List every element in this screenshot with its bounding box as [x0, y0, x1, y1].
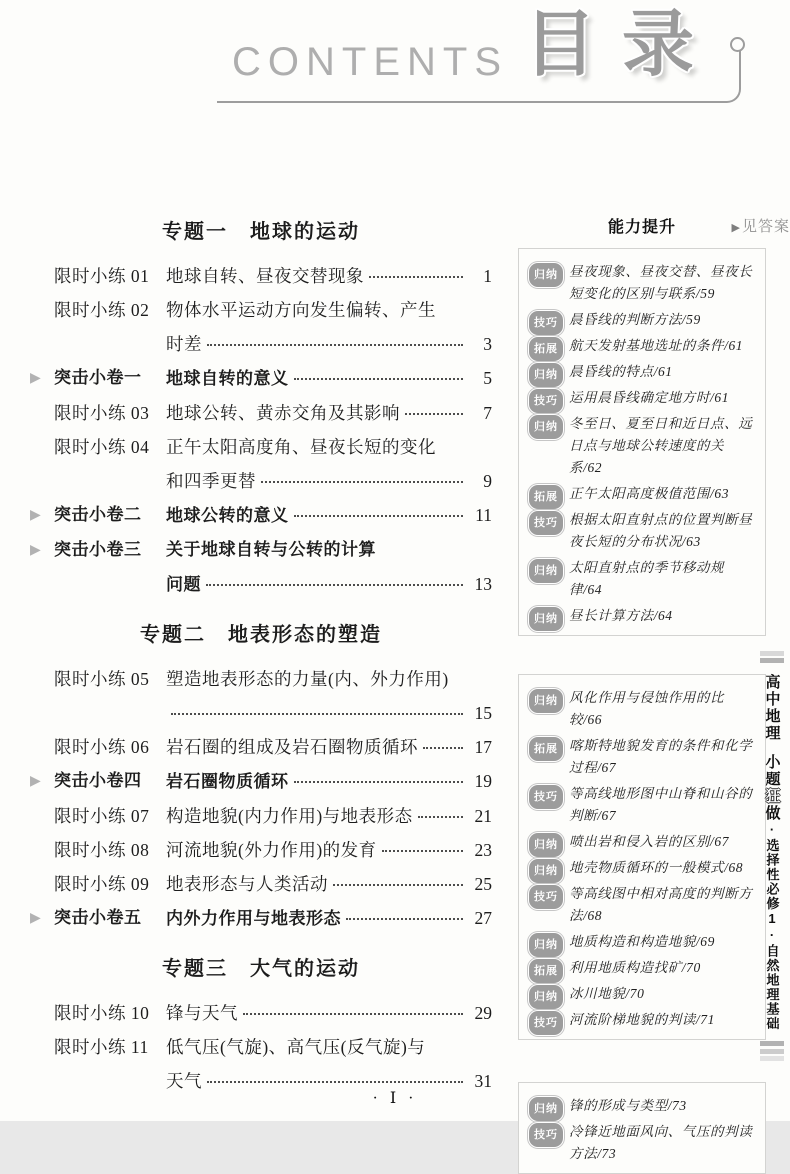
toc-item-label: 限时小练 04: [54, 436, 150, 457]
dot-leader: [243, 1011, 463, 1015]
toc-line: [166, 293, 492, 327]
tip-text: 等高线地形图中山脊和山谷的判断/67: [569, 786, 753, 823]
toc-item-lines: [166, 799, 492, 833]
spine-text: [762, 674, 783, 1031]
toc-line: [166, 430, 492, 464]
toc-line: [166, 662, 492, 696]
tip-text: 昼长计算方法/64: [569, 608, 673, 623]
toc-item-label: 突击小卷二: [54, 504, 142, 524]
tip-text: 航天发射基地选址的条件/61: [569, 338, 744, 353]
toc-page-number: 27: [474, 907, 492, 928]
tip-text: 晨昏线的特点/61: [569, 364, 673, 379]
dot-leader: [294, 376, 464, 380]
tip-text: 利用地质构造找矿/70: [569, 960, 701, 975]
spine-segment: ·选择性必修1·自然地理基础: [764, 821, 780, 1031]
toc-line: [166, 464, 492, 498]
tip-text: 冷锋近地面风向、气压的判读方法/73: [569, 1124, 753, 1161]
toc-item: [30, 662, 492, 730]
title-char-mu: 目: [524, 5, 597, 85]
toc-item-title: 天气: [166, 1070, 202, 1091]
tip-tag-badge: 拓展: [529, 485, 563, 509]
toc-item-label: 限时小练 09: [54, 873, 150, 894]
section-items: [30, 259, 492, 602]
tip-tag-badge: 拓展: [529, 959, 563, 983]
dot-leader: [369, 274, 463, 278]
toc-page-number: 31: [474, 1070, 492, 1091]
tip-tag-badge: 拓展: [529, 737, 563, 761]
tip-item: [529, 1009, 757, 1031]
tip-item: [529, 983, 757, 1005]
toc-item: [30, 799, 492, 833]
toc-line: [166, 361, 492, 396]
toc-line: [166, 567, 492, 602]
toc-item-lines: [166, 498, 492, 533]
toc-page-number: 15: [474, 702, 492, 723]
tip-tag-badge: 归纳: [529, 689, 563, 713]
dot-leader: [333, 882, 463, 886]
tip-item: [529, 957, 757, 979]
tip-tag-badge: 归纳: [529, 859, 563, 883]
toc-item-lines: [166, 662, 492, 730]
toc-item-label: 限时小练 07: [54, 805, 150, 826]
tip-text: 冬至日、夏至日和近日点、远日点与地球公转速度的关系/62: [569, 416, 753, 475]
spine-segment: 狂: [763, 787, 781, 805]
toc-section: [30, 954, 492, 1098]
tip-tag-badge: 技巧: [529, 885, 563, 909]
toc-item-title: 关于地球自转与公转的计算: [166, 539, 376, 559]
spine-bar: [760, 1049, 784, 1054]
toc-line: [166, 799, 492, 833]
spine-bar: [760, 658, 784, 663]
toc-item-title: 地球公转、黄赤交角及其影响: [166, 402, 400, 423]
toc-line: [166, 1030, 492, 1064]
dot-leader: [405, 411, 463, 415]
tip-item: [529, 387, 757, 409]
toc-item-label: 限时小练 03: [54, 402, 150, 423]
section-heading: 专题一 地球的运动: [162, 220, 360, 243]
dot-leader: [171, 711, 463, 715]
toc-line: [166, 901, 492, 936]
tip-item: [529, 1121, 757, 1165]
tip-text: 地壳物质循环的一般模式/68: [569, 860, 744, 875]
see-answers-text: 见答案: [741, 218, 790, 235]
tip-text: 晨昏线的判断方法/59: [569, 312, 701, 327]
tip-tag-badge: 技巧: [529, 1123, 563, 1147]
toc-item-lines: [166, 293, 492, 361]
toc-page-number: 29: [474, 1002, 492, 1023]
tips-box: [518, 248, 766, 636]
assault-arrow-icon: ▶: [30, 506, 41, 523]
toc-item: [30, 259, 492, 293]
contents-subtitle: CONTENTS: [232, 40, 508, 84]
spine-bar: [760, 1041, 784, 1046]
toc-item-lines: [166, 730, 492, 764]
tip-text: 喀斯特地貌发育的条件和化学过程/67: [569, 738, 753, 775]
tip-tag-badge: 归纳: [529, 559, 563, 583]
dot-leader: [207, 1079, 463, 1083]
tip-text: 等高线图中相对高度的判断方法/68: [569, 886, 753, 923]
toc-item-title: 地球自转、昼夜交替现象: [166, 265, 364, 286]
dot-leader: [418, 814, 463, 818]
tip-item: [529, 687, 757, 731]
toc-page-number: 25: [474, 873, 492, 894]
spine-segment: 小题: [763, 753, 781, 788]
dot-leader: [261, 479, 463, 483]
tip-text: 正午太阳高度极值范围/63: [569, 486, 730, 501]
tip-item: [529, 413, 757, 479]
toc-item-title: 塑造地表形态的力量(内、外力作用): [166, 668, 449, 689]
toc-line: [166, 730, 492, 764]
toc-item-title: 地表形态与人类活动: [166, 873, 328, 894]
spine-bar: [760, 1056, 784, 1061]
toc-line: [166, 327, 492, 361]
dot-leader: [382, 848, 463, 852]
tip-text: 喷出岩和侵入岩的区别/67: [569, 834, 730, 849]
toc-item-title: 内外力作用与地表形态: [166, 908, 341, 928]
toc-item-lines: [166, 867, 492, 901]
toc-item-lines: [166, 764, 492, 799]
tip-tag-badge: 技巧: [529, 511, 563, 535]
toc-item-title: 低气压(气旋)、高气压(反气旋)与: [166, 1036, 426, 1057]
header-rule-line: [217, 46, 741, 103]
tip-tag-badge: 归纳: [529, 1097, 563, 1121]
toc-item-title: 岩石圈的组成及岩石圈物质循环: [166, 736, 418, 757]
tip-text: 河流阶梯地貌的判读/71: [569, 1012, 715, 1027]
tip-text: 冰川地貌/70: [569, 986, 645, 1001]
toc-item: [30, 996, 492, 1030]
tip-item: [529, 931, 757, 953]
toc: [30, 200, 492, 1098]
assault-arrow-icon: ▶: [30, 909, 41, 926]
header-ring-icon: [730, 37, 745, 52]
section-items: [30, 996, 492, 1098]
toc-line: [166, 533, 492, 567]
toc-item-lines: [166, 533, 492, 602]
tip-tag-badge: 归纳: [529, 933, 563, 957]
toc-line: [166, 696, 492, 730]
toc-page-number: 11: [475, 504, 492, 525]
tip-item: [529, 831, 757, 853]
toc-line: [166, 764, 492, 799]
tip-item: [529, 883, 757, 927]
toc-item: [30, 361, 492, 396]
toc-item-title: 时差: [166, 333, 202, 354]
toc-item-label: 突击小卷四: [54, 770, 142, 790]
toc-page-number: 3: [483, 333, 492, 354]
toc-item-lines: [166, 833, 492, 867]
toc-item-title: 河流地貌(外力作用)的发育: [166, 839, 377, 860]
tip-tag-badge: 拓展: [529, 337, 563, 361]
toc-item: [30, 764, 492, 799]
tips-header: [518, 214, 790, 238]
tip-tag-badge: 归纳: [529, 833, 563, 857]
section-heading: 专题二 地表形态的塑造: [140, 623, 382, 646]
spine-segment: 做: [763, 804, 781, 822]
tip-tag-badge: 技巧: [529, 1011, 563, 1035]
toc-line: [166, 259, 492, 293]
see-answers-label: [732, 215, 790, 236]
tip-item: [529, 857, 757, 879]
toc-item: [30, 430, 492, 498]
assault-arrow-icon: ▶: [30, 772, 41, 789]
tip-text: 昼夜现象、昼夜交替、昼夜长短变化的区别与联系/59: [569, 264, 753, 301]
tip-text: 地质构造和构造地貌/69: [569, 934, 715, 949]
tip-item: [529, 261, 757, 305]
toc-line: [166, 833, 492, 867]
toc-item: [30, 396, 492, 430]
tip-tag-badge: 归纳: [529, 607, 563, 631]
toc-item-lines: [166, 996, 492, 1030]
page-folio: · Ⅰ ·: [372, 1090, 418, 1107]
toc-item-title: 构造地貌(内力作用)与地表形态: [166, 805, 413, 826]
tip-text: 锋的形成与类型/73: [569, 1098, 687, 1113]
toc-item-label: 限时小练 11: [54, 1036, 149, 1057]
title-char-lu: 录: [622, 5, 695, 85]
tip-tag-badge: 归纳: [529, 415, 563, 439]
toc-item-title: 问题: [166, 574, 201, 594]
tips-title: 能力提升: [607, 219, 676, 236]
toc-item-title: 正午太阳高度角、昼夜长短的变化: [166, 436, 436, 457]
toc-item: [30, 730, 492, 764]
toc-item-label: 突击小卷一: [54, 367, 142, 387]
toc-page-number: 7: [483, 402, 492, 423]
tip-item: [529, 735, 757, 779]
toc-item-title: 地球公转的意义: [166, 505, 289, 525]
spine: [756, 648, 788, 1064]
tip-text: 运用晨昏线确定地方时/61: [569, 390, 730, 405]
spine-bar: [760, 651, 784, 656]
toc-section: [30, 217, 492, 602]
toc-item-lines: [166, 259, 492, 293]
toc-item-label: 突击小卷三: [54, 539, 142, 559]
toc-page-number: 19: [474, 770, 492, 791]
dot-leader: [294, 779, 464, 783]
toc-item-lines: [166, 396, 492, 430]
toc-item: [30, 901, 492, 936]
toc-item-title: 物体水平运动方向发生偏转、产生: [166, 299, 436, 320]
toc-item-label: 限时小练 01: [54, 265, 150, 286]
tip-tag-badge: 技巧: [529, 311, 563, 335]
toc-item: [30, 293, 492, 361]
toc-item-label: 限时小练 10: [54, 1002, 150, 1023]
tip-text: 根据太阳直射点的位置判断昼夜长短的分布状况/63: [569, 512, 753, 549]
spine-bars-bottom: [760, 1039, 784, 1064]
toc-page-number: 1: [483, 265, 492, 286]
tip-item: [529, 483, 757, 505]
toc-line: [166, 996, 492, 1030]
toc-item: [30, 498, 492, 533]
section-items: [30, 662, 492, 936]
toc-item-label: 限时小练 02: [54, 299, 150, 320]
toc-item-title: 和四季更替: [166, 470, 256, 491]
toc-item-lines: [166, 430, 492, 498]
toc-item-title: 岩石圈物质循环: [166, 771, 289, 791]
dot-leader: [346, 916, 463, 920]
spine-bars-top: [760, 648, 784, 666]
assault-arrow-icon: ▶: [30, 369, 41, 386]
dot-leader: [423, 745, 463, 749]
tips-boxes: [518, 248, 766, 1174]
tips-box: [518, 674, 766, 1040]
dot-leader: [294, 513, 464, 517]
toc-section: [30, 620, 492, 936]
tip-item: [529, 605, 757, 627]
tip-text: 太阳直射点的季节移动规律/64: [569, 560, 725, 597]
tip-tag-badge: 归纳: [529, 263, 563, 287]
toc-page-number: 9: [483, 470, 492, 491]
tip-item: [529, 509, 757, 553]
toc-item: [30, 867, 492, 901]
tip-tag-badge: 归纳: [529, 985, 563, 1009]
section-heading: 专题三 大气的运动: [162, 957, 360, 980]
toc-item: [30, 533, 492, 602]
toc-page-number: 5: [483, 367, 492, 388]
tip-tag-badge: 技巧: [529, 785, 563, 809]
toc-item-lines: [166, 361, 492, 396]
toc-item-label: 限时小练 08: [54, 839, 150, 860]
tip-text: 风化作用与侵蚀作用的比较/66: [569, 690, 725, 727]
answers-arrow-icon: ▶: [731, 222, 741, 234]
toc-page-number: 21: [474, 805, 492, 826]
tip-item: [529, 335, 757, 357]
toc-item: [30, 833, 492, 867]
dot-leader: [206, 582, 463, 586]
toc-line: [166, 867, 492, 901]
toc-item-title: 锋与天气: [166, 1002, 238, 1023]
tip-tag-badge: 技巧: [529, 389, 563, 413]
toc-line: [166, 396, 492, 430]
toc-item-label: 限时小练 06: [54, 736, 150, 757]
spine-segment: 高中地理: [763, 673, 781, 742]
tip-item: [529, 783, 757, 827]
dot-leader: [207, 342, 463, 346]
toc-line: [166, 498, 492, 533]
toc-page-number: 13: [474, 573, 492, 594]
tip-item: [529, 361, 757, 383]
tip-item: [529, 557, 757, 601]
toc-page-number: 23: [474, 839, 492, 860]
toc-item-lines: [166, 901, 492, 936]
assault-arrow-icon: ▶: [30, 541, 41, 558]
tip-tag-badge: 归纳: [529, 363, 563, 387]
toc-page-number: 17: [474, 736, 492, 757]
toc-item-label: 限时小练 05: [54, 668, 150, 689]
tip-item: [529, 309, 757, 331]
toc-item-label: 突击小卷五: [54, 907, 142, 927]
toc-item-title: 地球自转的意义: [166, 368, 289, 388]
